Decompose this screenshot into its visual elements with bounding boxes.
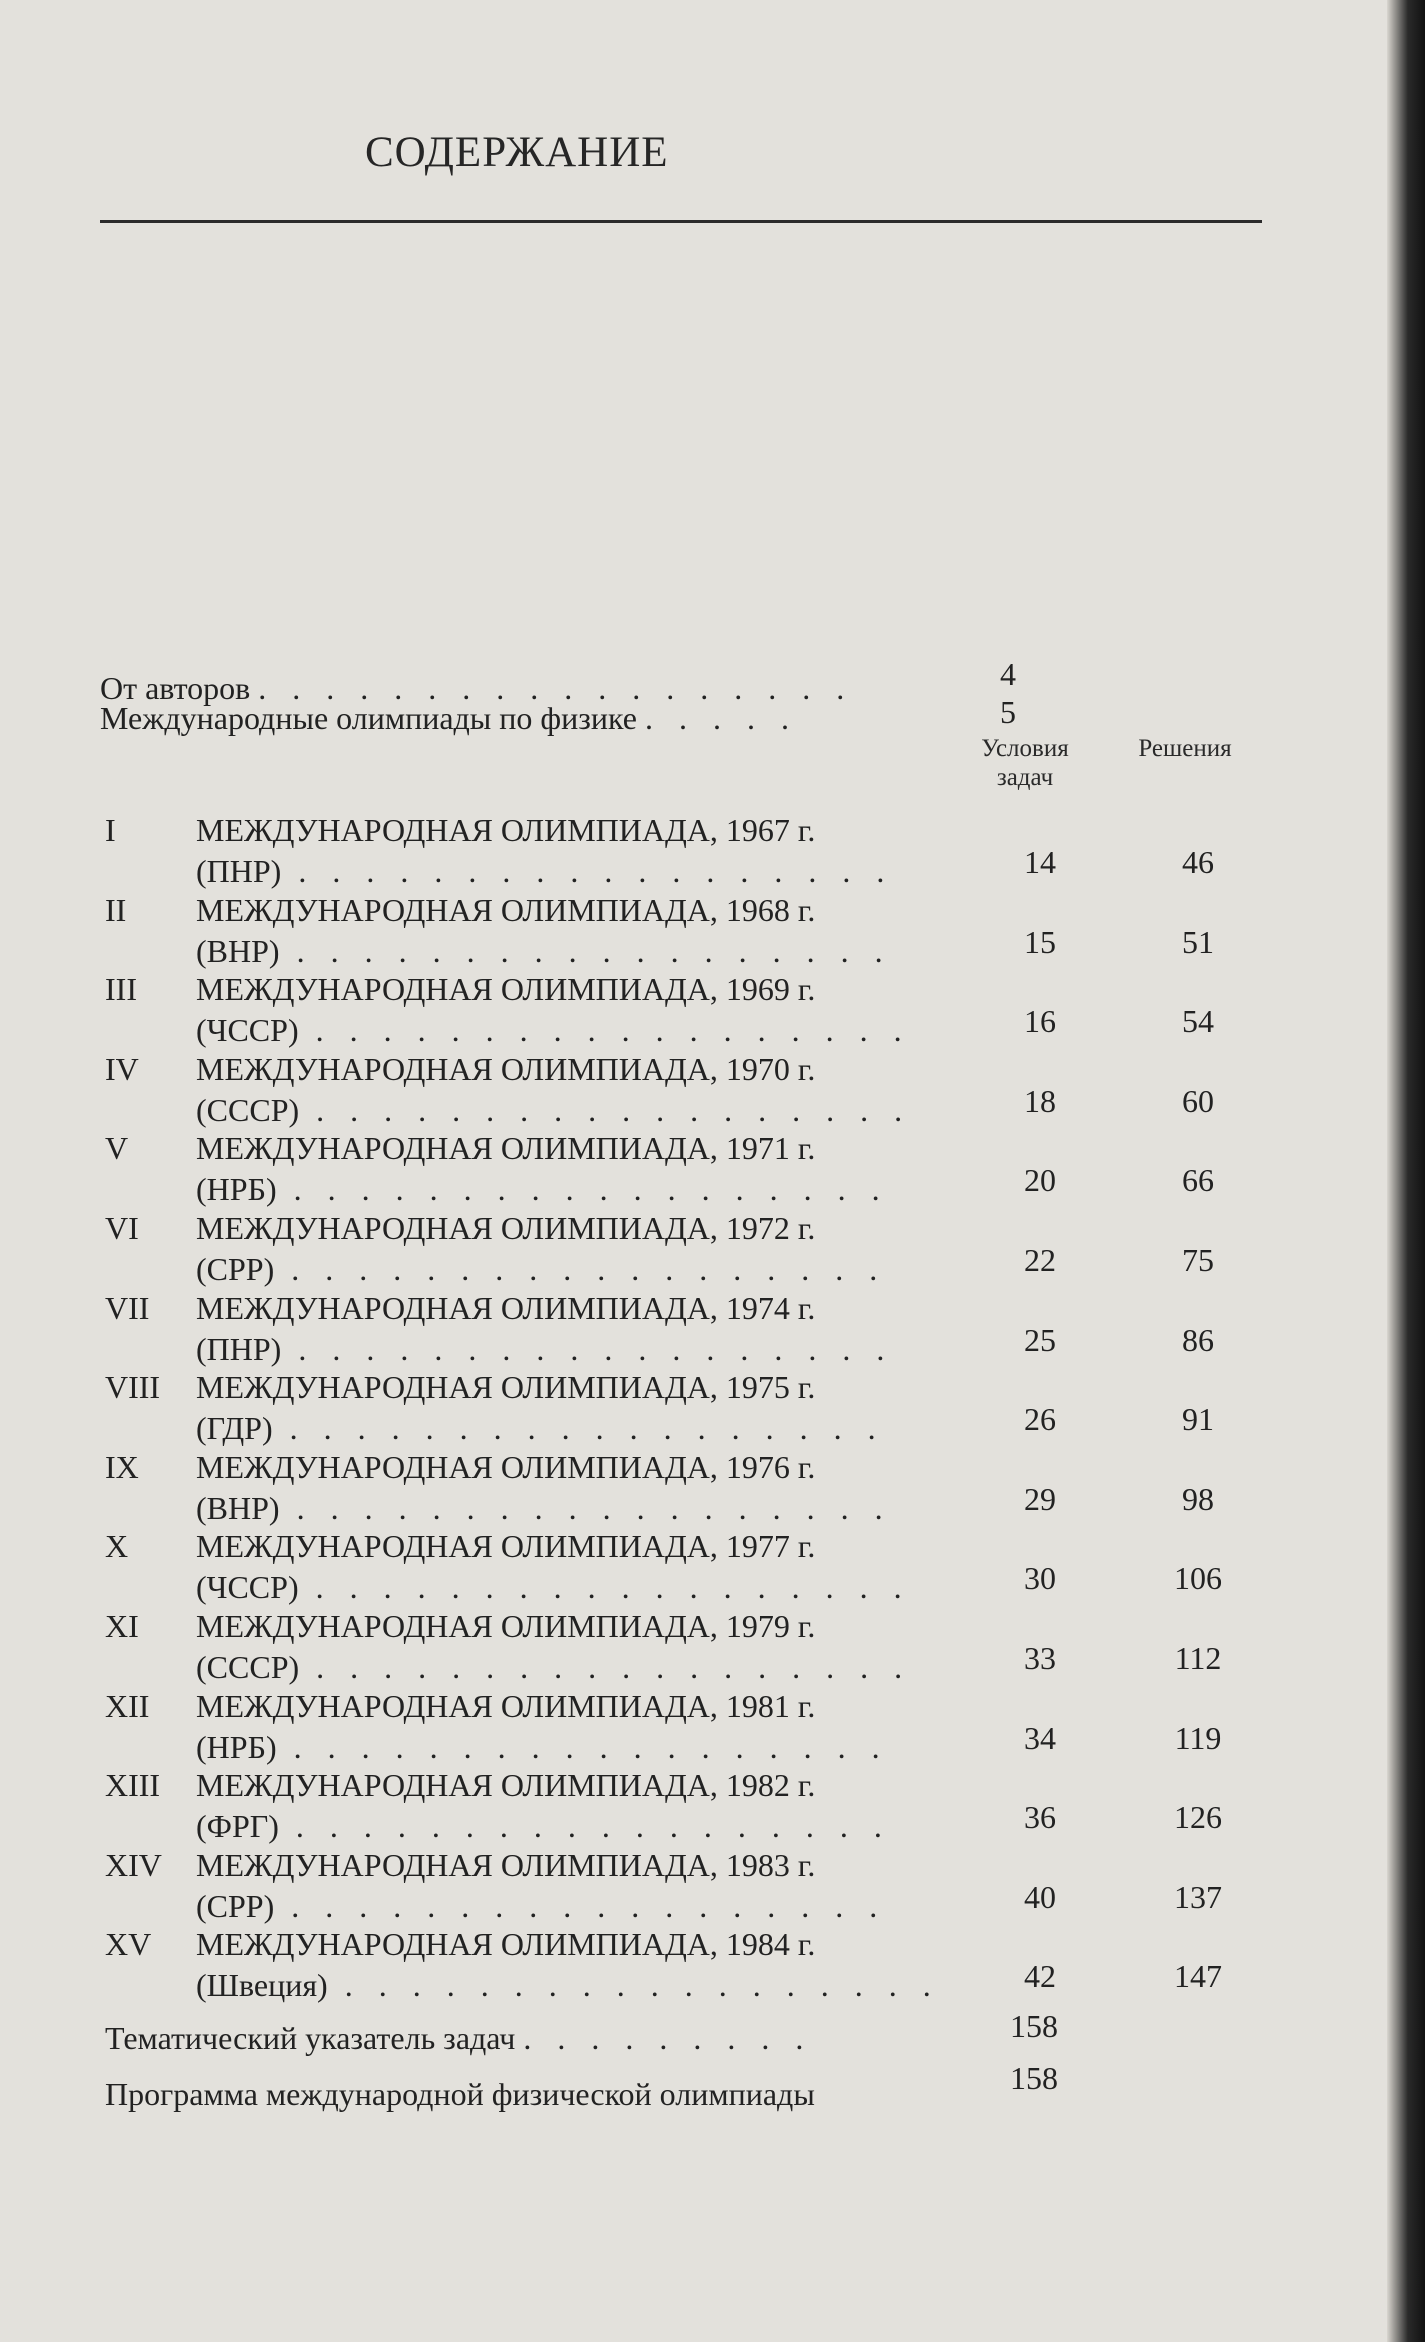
olympiad-title: МЕЖДУНАРОДНАЯ ОЛИМПИАДА, 1979 г. — [196, 1608, 816, 1644]
olympiad-numeral: X — [105, 1528, 129, 1564]
leader-dots: . . . . . . . . . . . . . . . . . . — [299, 1092, 912, 1128]
olympiad-solutions-page: 126 — [1174, 1799, 1222, 1835]
olympiad-row[interactable] — [0, 812, 1425, 892]
olympiad-country — [196, 1171, 889, 1208]
olympiad-row[interactable] — [0, 1290, 1425, 1370]
olympiad-conditions-page: 14 — [1024, 844, 1056, 880]
leader-dots: . . . . . — [645, 700, 798, 736]
olympiad-row[interactable] — [0, 1130, 1425, 1210]
leader-dots: . . . . . . . . . . . . . . . . . . — [274, 1251, 887, 1287]
olympiad-title: МЕЖДУНАРОДНАЯ ОЛИМПИАДА, 1982 г. — [196, 1767, 816, 1803]
leader-dots: . . . . . . . . . . . . . . . . . . — [278, 1808, 891, 1844]
olympiad-country-label: (ВНР) — [196, 1490, 280, 1526]
olympiad-solutions-page: 60 — [1182, 1083, 1214, 1119]
toc-entry-page: 5 — [1000, 694, 1016, 730]
olympiad-title: МЕЖДУНАРОДНАЯ ОЛИМПИАДА, 1981 г. — [196, 1688, 816, 1724]
olympiad-solutions-page: 91 — [1182, 1401, 1214, 1437]
olympiad-country-label: (ВНР) — [196, 933, 280, 969]
olympiad-title: МЕЖДУНАРОДНАЯ ОЛИМПИАДА, 1974 г. — [196, 1290, 816, 1326]
olympiad-country — [196, 1410, 885, 1447]
olympiad-country — [196, 1251, 886, 1288]
toc-entry-label: Международные олимпиады по физике — [100, 700, 637, 736]
olympiad-numeral: XII — [105, 1688, 150, 1724]
toc-entry-page: 158 — [1010, 2060, 1058, 2096]
olympiad-conditions-page: 15 — [1024, 924, 1056, 960]
olympiad-row[interactable] — [0, 892, 1425, 972]
olympiad-numeral: VI — [105, 1210, 139, 1246]
olympiad-title: МЕЖДУНАРОДНАЯ ОЛИМПИАДА, 1984 г. — [196, 1926, 816, 1962]
column-header-conditions: Условия задач — [981, 735, 1069, 791]
olympiad-country — [196, 1729, 889, 1766]
olympiad-country — [196, 1808, 891, 1845]
olympiad-country — [196, 1490, 892, 1527]
olympiad-title: МЕЖДУНАРОДНАЯ ОЛИМПИАДА, 1972 г. — [196, 1210, 816, 1246]
olympiad-numeral: VIII — [105, 1369, 161, 1405]
leader-dots: . . . . . . . . . . . . . . . . . . — [258, 670, 854, 706]
olympiad-conditions-page: 20 — [1024, 1162, 1056, 1198]
olympiad-solutions-page: 54 — [1182, 1003, 1214, 1039]
olympiad-solutions-page: 51 — [1182, 924, 1214, 960]
olympiad-solutions-page: 98 — [1182, 1481, 1214, 1517]
olympiad-title: МЕЖДУНАРОДНАЯ ОЛИМПИАДА, 1970 г. — [196, 1051, 816, 1087]
olympiad-title: МЕЖДУНАРОДНАЯ ОЛИМПИАДА, 1983 г. — [196, 1847, 816, 1883]
leader-dots: . . . . . . . . . . . . . . . . . . — [281, 1331, 894, 1367]
column-header-solutions: Решения — [1138, 735, 1232, 762]
olympiad-country-label: (НРБ) — [196, 1729, 277, 1765]
leader-dots: . . . . . . . . . . . . . . . . . . — [281, 853, 894, 889]
olympiad-conditions-page: 30 — [1024, 1560, 1056, 1596]
olympiad-country-label: (ПНР) — [196, 853, 282, 889]
olympiad-solutions-page: 106 — [1174, 1560, 1222, 1596]
olympiad-title: МЕЖДУНАРОДНАЯ ОЛИМПИАДА, 1977 г. — [196, 1528, 816, 1564]
olympiad-conditions-page: 36 — [1024, 1799, 1056, 1835]
olympiad-country-label: (ПНР) — [196, 1331, 282, 1367]
title-divider — [100, 220, 1262, 223]
leader-dots: . . . . . . . . . . . . . . . . . . — [279, 1490, 892, 1526]
olympiad-country — [196, 1967, 940, 2004]
olympiad-numeral: XIII — [105, 1767, 161, 1803]
olympiad-title: МЕЖДУНАРОДНАЯ ОЛИМПИАДА, 1967 г. — [196, 812, 816, 848]
olympiad-conditions-page: 33 — [1024, 1640, 1056, 1676]
olympiad-country — [196, 1649, 911, 1686]
olympiad-conditions-page: 25 — [1024, 1322, 1056, 1358]
olympiad-title: МЕЖДУНАРОДНАЯ ОЛИМПИАДА, 1971 г. — [196, 1130, 816, 1166]
olympiad-row[interactable] — [0, 1210, 1425, 1290]
olympiad-country-label: (ФРГ) — [196, 1808, 279, 1844]
olympiad-row[interactable] — [0, 1847, 1425, 1927]
olympiad-conditions-page: 29 — [1024, 1481, 1056, 1517]
olympiad-numeral: XI — [105, 1608, 139, 1644]
leader-dots: . . . . . . . . . . . . . . . . . . — [298, 1569, 911, 1605]
olympiad-country-label: (НРБ) — [196, 1171, 277, 1207]
olympiad-row[interactable] — [0, 971, 1425, 1051]
toc-entry-topic-index[interactable] — [105, 2020, 812, 2057]
olympiad-numeral: XV — [105, 1926, 152, 1962]
olympiad-country — [196, 933, 892, 970]
olympiad-solutions-page: 75 — [1182, 1242, 1214, 1278]
toc-entry-label: Тематический указатель задач — [105, 2020, 516, 2056]
olympiad-row[interactable] — [0, 1449, 1425, 1529]
olympiad-row[interactable] — [0, 1767, 1425, 1847]
olympiad-solutions-page: 86 — [1182, 1322, 1214, 1358]
olympiad-conditions-page: 42 — [1024, 1958, 1056, 1994]
toc-entry-label: Программа международной физической олимпиады — [105, 2076, 815, 2112]
olympiad-numeral: XIV — [105, 1847, 162, 1883]
olympiad-solutions-page: 46 — [1182, 844, 1214, 880]
olympiad-country-label: (Швеция) — [196, 1967, 328, 2003]
olympiad-conditions-page: 40 — [1024, 1879, 1056, 1915]
olympiad-country-label: (ГДР) — [196, 1410, 273, 1446]
olympiad-row[interactable] — [0, 1688, 1425, 1768]
toc-entry-olympiads[interactable] — [100, 700, 798, 737]
olympiad-row[interactable] — [0, 1369, 1425, 1449]
olympiad-title: МЕЖДУНАРОДНАЯ ОЛИМПИАДА, 1975 г. — [196, 1369, 816, 1405]
olympiad-conditions-page: 26 — [1024, 1401, 1056, 1437]
olympiad-country-label: (СРР) — [196, 1888, 275, 1924]
olympiad-country — [196, 1012, 911, 1049]
olympiad-title: МЕЖДУНАРОДНАЯ ОЛИМПИАДА, 1969 г. — [196, 971, 816, 1007]
olympiad-country-label: (ЧССР) — [196, 1012, 299, 1048]
olympiad-country-label: (СССР) — [196, 1649, 300, 1685]
olympiad-row[interactable] — [0, 1528, 1425, 1608]
olympiad-country-label: (СРР) — [196, 1251, 275, 1287]
olympiad-solutions-page: 112 — [1174, 1640, 1222, 1676]
olympiad-solutions-page: 66 — [1182, 1162, 1214, 1198]
olympiad-conditions-page: 22 — [1024, 1242, 1056, 1278]
toc-entry-page: 158 — [1010, 2008, 1058, 2044]
page-title: СОДЕРЖАНИЕ — [365, 129, 669, 176]
olympiad-solutions-page: 147 — [1174, 1958, 1222, 1994]
olympiad-row[interactable] — [0, 1051, 1425, 1131]
olympiad-country-label: (СССР) — [196, 1092, 300, 1128]
olympiad-numeral: IV — [105, 1051, 139, 1087]
leader-dots: . . . . . . . . . . . . . . . . . . — [272, 1410, 885, 1446]
olympiad-numeral: I — [105, 812, 116, 848]
olympiad-solutions-page: 119 — [1174, 1720, 1222, 1756]
olympiad-country — [196, 853, 893, 890]
leader-dots: . . . . . . . . . . . . . . . . . . — [279, 933, 892, 969]
leader-dots: . . . . . . . . . . . . . . . . . . — [274, 1888, 887, 1924]
olympiad-title: МЕЖДУНАРОДНАЯ ОЛИМПИАДА, 1968 г. — [196, 892, 816, 928]
olympiad-conditions-page: 34 — [1024, 1720, 1056, 1756]
olympiad-conditions-page: 16 — [1024, 1003, 1056, 1039]
olympiad-numeral: VII — [105, 1290, 150, 1326]
olympiad-numeral: V — [105, 1130, 129, 1166]
olympiad-numeral: IX — [105, 1449, 139, 1485]
leader-dots: . . . . . . . . . . . . . . . . . . — [276, 1171, 889, 1207]
olympiad-solutions-page: 137 — [1174, 1879, 1222, 1915]
olympiad-country-label: (ЧССР) — [196, 1569, 299, 1605]
olympiad-numeral: II — [105, 892, 127, 928]
leader-dots: . . . . . . . . . . . . . . . . . . — [276, 1729, 889, 1765]
olympiad-title: МЕЖДУНАРОДНАЯ ОЛИМПИАДА, 1976 г. — [196, 1449, 816, 1485]
toc-entry-program[interactable] — [105, 2076, 815, 2113]
olympiad-conditions-page: 18 — [1024, 1083, 1056, 1119]
olympiad-row[interactable] — [0, 1608, 1425, 1688]
olympiad-country — [196, 1888, 886, 1925]
olympiad-country — [196, 1569, 911, 1606]
leader-dots: . . . . . . . . . . . . . . . . . . — [299, 1649, 912, 1685]
leader-dots: . . . . . . . . . . . . . . . . . . — [298, 1012, 911, 1048]
leader-dots: . . . . . . . . . — [523, 2020, 813, 2056]
olympiad-country — [196, 1092, 911, 1129]
olympiad-row[interactable] — [0, 1926, 1425, 2006]
toc-entry-label: От авторов — [100, 670, 251, 706]
olympiad-numeral: III — [105, 971, 137, 1007]
leader-dots: . . . . . . . . . . . . . . . . . . — [327, 1967, 940, 2003]
olympiad-country — [196, 1331, 893, 1368]
toc-entry-page: 4 — [1000, 656, 1016, 692]
